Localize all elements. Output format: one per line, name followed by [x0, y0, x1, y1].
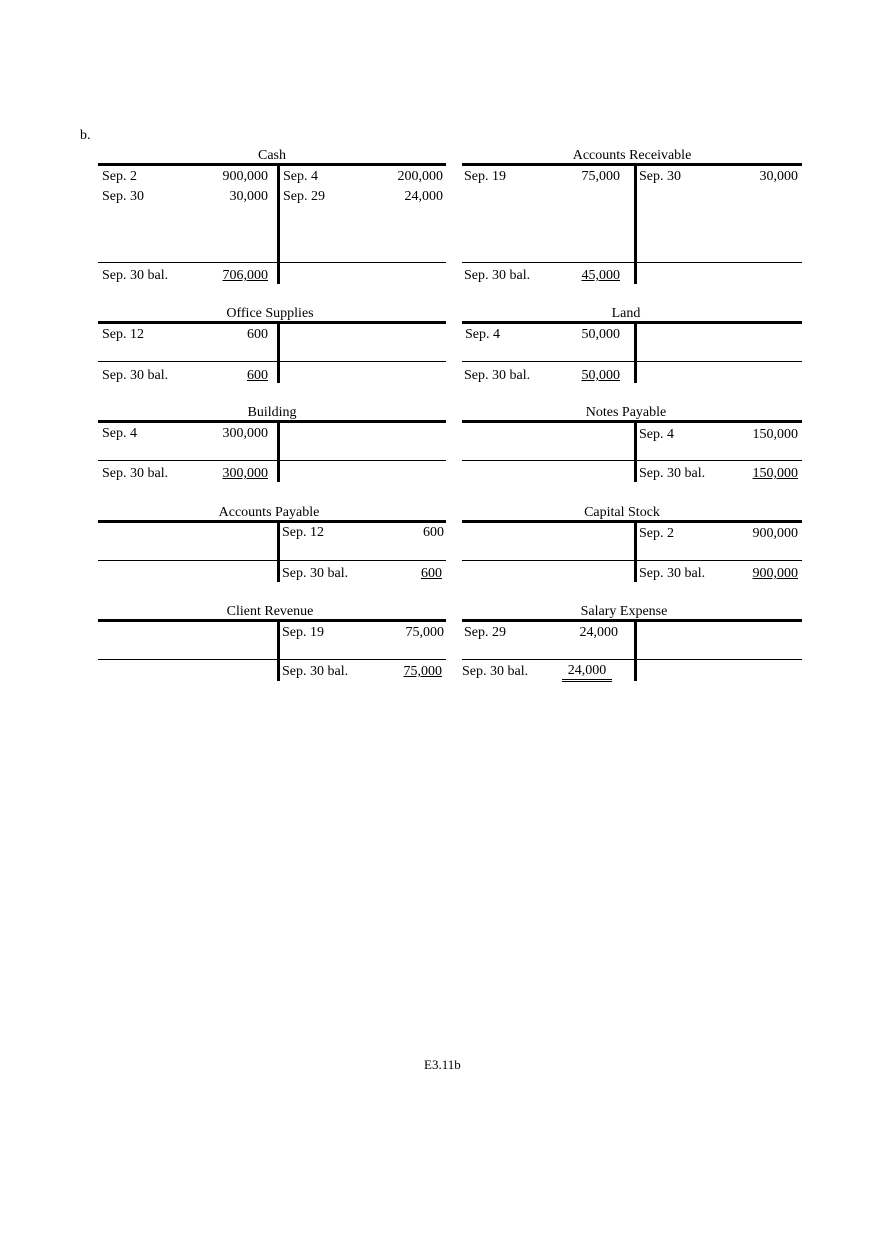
credit-amount: 200,000 — [397, 169, 443, 184]
balance-rule — [462, 361, 802, 362]
balance-rule — [98, 361, 446, 362]
credit-amount: 30,000 — [759, 169, 798, 184]
debit-amount: 600 — [247, 327, 268, 342]
balance-label: Sep. 30 bal. — [282, 566, 349, 581]
balance-label: Sep. 30 bal. — [464, 268, 531, 283]
debit-date: Sep. 29 — [464, 625, 506, 640]
center-rule — [277, 420, 280, 482]
account-title: Client Revenue — [226, 604, 314, 619]
top-rule — [98, 321, 446, 324]
balance-rule — [462, 460, 802, 461]
balance-amount: 45,000 — [581, 268, 620, 283]
center-rule — [277, 163, 280, 284]
balance-amount: 600 — [421, 566, 442, 581]
account-title: Cash — [258, 148, 286, 163]
center-rule — [634, 420, 637, 482]
debit-amount: 75,000 — [581, 169, 620, 184]
debit-amount: 900,000 — [222, 169, 268, 184]
balance-amount: 300,000 — [222, 466, 268, 481]
balance-amount-frame — [550, 663, 624, 679]
top-rule — [462, 321, 802, 324]
balance-label: Sep. 30 bal. — [282, 664, 349, 679]
center-rule — [634, 520, 637, 582]
credit-amount: 150,000 — [752, 427, 798, 442]
center-rule — [277, 520, 280, 582]
debit-amount: 24,000 — [579, 625, 618, 640]
top-rule — [98, 420, 446, 423]
account-title: Salary Expense — [580, 604, 668, 619]
account-title: Accounts Payable — [218, 505, 320, 520]
balance-rule — [462, 659, 802, 660]
center-rule — [277, 321, 280, 383]
credit-date: Sep. 29 — [283, 189, 325, 204]
balance-rule — [98, 560, 446, 561]
section-label: b. — [80, 128, 91, 143]
account-title: Accounts Receivable — [572, 148, 692, 163]
debit-amount: 300,000 — [222, 426, 268, 441]
credit-date: Sep. 4 — [283, 169, 318, 184]
top-rule — [98, 163, 446, 166]
top-rule — [462, 520, 802, 523]
balance-amount: 900,000 — [752, 566, 798, 581]
account-title: Office Supplies — [226, 306, 314, 321]
balance-amount: 600 — [247, 368, 268, 383]
debit-amount: 50,000 — [581, 327, 620, 342]
debit-date: Sep. 4 — [465, 327, 500, 342]
debit-amount: 30,000 — [229, 189, 268, 204]
balance-rule — [98, 460, 446, 461]
balance-amount: 706,000 — [222, 268, 268, 283]
debit-date: Sep. 30 — [102, 189, 144, 204]
debit-date: Sep. 12 — [102, 327, 144, 342]
balance-label: Sep. 30 bal. — [102, 466, 169, 481]
credit-date: Sep. 2 — [639, 526, 674, 541]
top-rule — [462, 619, 802, 622]
top-rule — [462, 420, 802, 423]
top-rule — [98, 619, 446, 622]
credit-date: Sep. 12 — [282, 525, 324, 540]
top-rule — [98, 520, 446, 523]
center-rule — [634, 321, 637, 383]
center-rule — [634, 163, 637, 284]
balance-amount: 24,000 — [562, 663, 613, 682]
credit-date: Sep. 4 — [639, 427, 674, 442]
balance-label: Sep. 30 bal. — [639, 566, 706, 581]
balance-rule — [462, 262, 802, 263]
balance-rule — [462, 560, 802, 561]
account-title: Notes Payable — [585, 405, 667, 420]
debit-date: Sep. 2 — [102, 169, 137, 184]
balance-rule — [98, 262, 446, 263]
balance-label: Sep. 30 bal. — [102, 368, 169, 383]
credit-amount: 900,000 — [752, 526, 798, 541]
account-title: Building — [247, 405, 297, 420]
center-rule — [277, 619, 280, 681]
credit-amount: 600 — [423, 525, 444, 540]
credit-amount: 75,000 — [405, 625, 444, 640]
balance-amount: 150,000 — [752, 466, 798, 481]
debit-date: Sep. 4 — [102, 426, 137, 441]
balance-label: Sep. 30 bal. — [102, 268, 169, 283]
balance-amount: 75,000 — [403, 664, 442, 679]
credit-amount: 24,000 — [404, 189, 443, 204]
top-rule — [462, 163, 802, 166]
credit-date: Sep. 19 — [282, 625, 324, 640]
page-footer: E3.11b — [424, 1057, 461, 1072]
balance-label: Sep. 30 bal. — [462, 664, 529, 679]
debit-date: Sep. 19 — [464, 169, 506, 184]
credit-date: Sep. 30 — [639, 169, 681, 184]
balance-label: Sep. 30 bal. — [639, 466, 706, 481]
account-title: Capital Stock — [584, 505, 660, 520]
balance-label: Sep. 30 bal. — [464, 368, 531, 383]
center-rule — [634, 619, 637, 681]
balance-amount: 50,000 — [581, 368, 620, 383]
balance-rule — [98, 659, 446, 660]
account-title: Land — [611, 306, 641, 321]
